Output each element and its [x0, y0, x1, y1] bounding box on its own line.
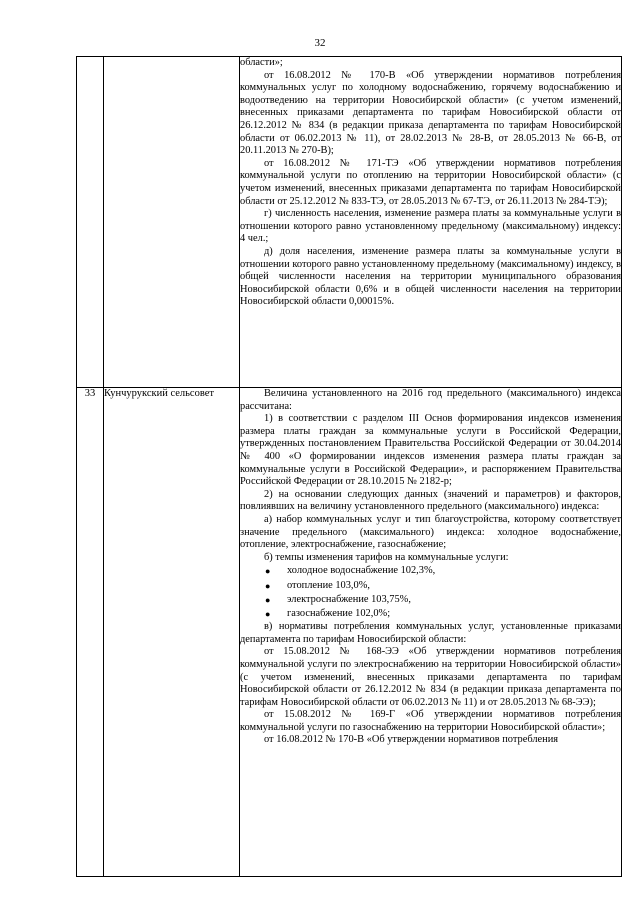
tariff-list: [240, 564, 621, 621]
list-item: ● электроснабжение 103,75%,: [287, 593, 621, 607]
row-content: [240, 388, 622, 877]
paragraph: от 15.08.2012 № 168-ЭЭ «Об утверждении нормативов потребления коммунальной услуги по электроснабжению на территории Новосибирской области» (с учетом изменений, внесенных приказами департамента по тарифам Новосибирской области от 26.12.2012 № 834 (в редакции приказа департамента по тарифам Новосибирской области от 06.02.2013 № 11) и от 28.05.2013 № 68-ЭЭ);: [240, 646, 621, 708]
paragraph: Величина установленного на 2016 год предельного (максимального) индекса рассчитана:: [240, 388, 621, 412]
row-number: 33: [77, 388, 104, 877]
bullet-icon: ●: [265, 566, 271, 577]
paragraph: от 15.08.2012 № 169-Г «Об утверждении нормативов потребления коммунальной услуги по газоснабжению на территории Новосибирской области»;: [240, 709, 621, 733]
bullet-icon: ●: [265, 608, 271, 619]
list-item: ● отопление 103,0%,: [287, 579, 621, 593]
paragraph: от 16.08.2012 № 171-ТЭ «Об утверждении нормативов потребления коммунальной услуги по отоплению на территории Новосибирской области» (с учетом изменений, внесенных приказами департамента по тарифам Новосибирской области от 25.12.2012 № 833-ТЭ, от 28.05.2013 № 67-ТЭ, от 26.11.2013 № 284-ТЭ);: [240, 157, 621, 207]
bullet-icon: ●: [265, 594, 271, 605]
paragraph: а) набор коммунальных услуг и тип благоустройства, которому соответствует значение предельного (максимального) индекса: холодное водоснабжение, отопление, электроснабжение, газоснабжение;: [240, 513, 621, 551]
municipality-name: [104, 57, 240, 388]
municipality-name: Кунчурукский сельсовет: [104, 388, 240, 877]
paragraph: от 16.08.2012 № 170-В «Об утверждении нормативов потребления коммунальных услуг по холодному водоснабжению, горячему водоснабжению и водоотведению на территории Новосибирской области» (с учетом изменений, внесенных приказами департамента по тарифам Новосибирской области от 26.12.2012 № 834 (в редакции приказа департамента по тарифам Новосибирской области от 06.02.2013 № 11), от 28.02.2013 № 28-В, от 28.05.2013 № 66-В, от 20.11.2013 № 270-В);: [240, 69, 621, 157]
table-row: [77, 388, 622, 877]
list-item: ● холодное водоснабжение 102,3%,: [287, 564, 621, 578]
paragraph: 2) на основании следующих данных (значений и параметров) и факторов, повлиявших на величину установленного предельного (максимального) индекса:: [240, 488, 621, 513]
row-number: [77, 57, 104, 388]
paragraph: области»;: [240, 57, 283, 68]
table-row: [77, 57, 622, 388]
page-number: 32: [314, 37, 326, 49]
row-content: [240, 57, 622, 388]
paragraph: д) доля населения, изменение размера платы за коммунальные услуги в отношении которого равно установленному предельному (максимальному) индексу, в общей численности населения на территории муниципального образования Новосибирской области 0,6% и в общей численности населения на территории Новосибирской области 0,00015%.: [240, 245, 621, 308]
paragraph: г) численность населения, изменение размера платы за коммунальные услуги в отношении которого равно установленному предельному (максимальному) индексу: 4 чел.;: [240, 208, 621, 245]
paragraph: от 16.08.2012 № 170-В «Об утверждении нормативов потребления: [264, 734, 559, 746]
paragraph: б) темпы изменения тарифов на коммунальные услуги:: [264, 551, 509, 563]
paragraph: 1) в соответствии с разделом III Основ формирования индексов изменения размера платы граждан за коммунальные услуги в Российской Федерации, утвержденных постановлением Правительства Российской Федерации от 30.04.2014 № 400 «О формировании индексов изменения размера платы граждан за коммунальные услуги в Российской Федерации», и распоряжением Правительства Российской Федерации от 28.10.2015 № 2182-р;: [240, 413, 621, 488]
document-table: [76, 56, 622, 877]
bullet-icon: ●: [265, 580, 271, 591]
paragraph: в) нормативы потребления коммунальных услуг, установленные приказами департамента по тарифам Новосибирской области:: [240, 621, 621, 645]
list-item: ● газоснабжение 102,0%;: [287, 607, 621, 621]
